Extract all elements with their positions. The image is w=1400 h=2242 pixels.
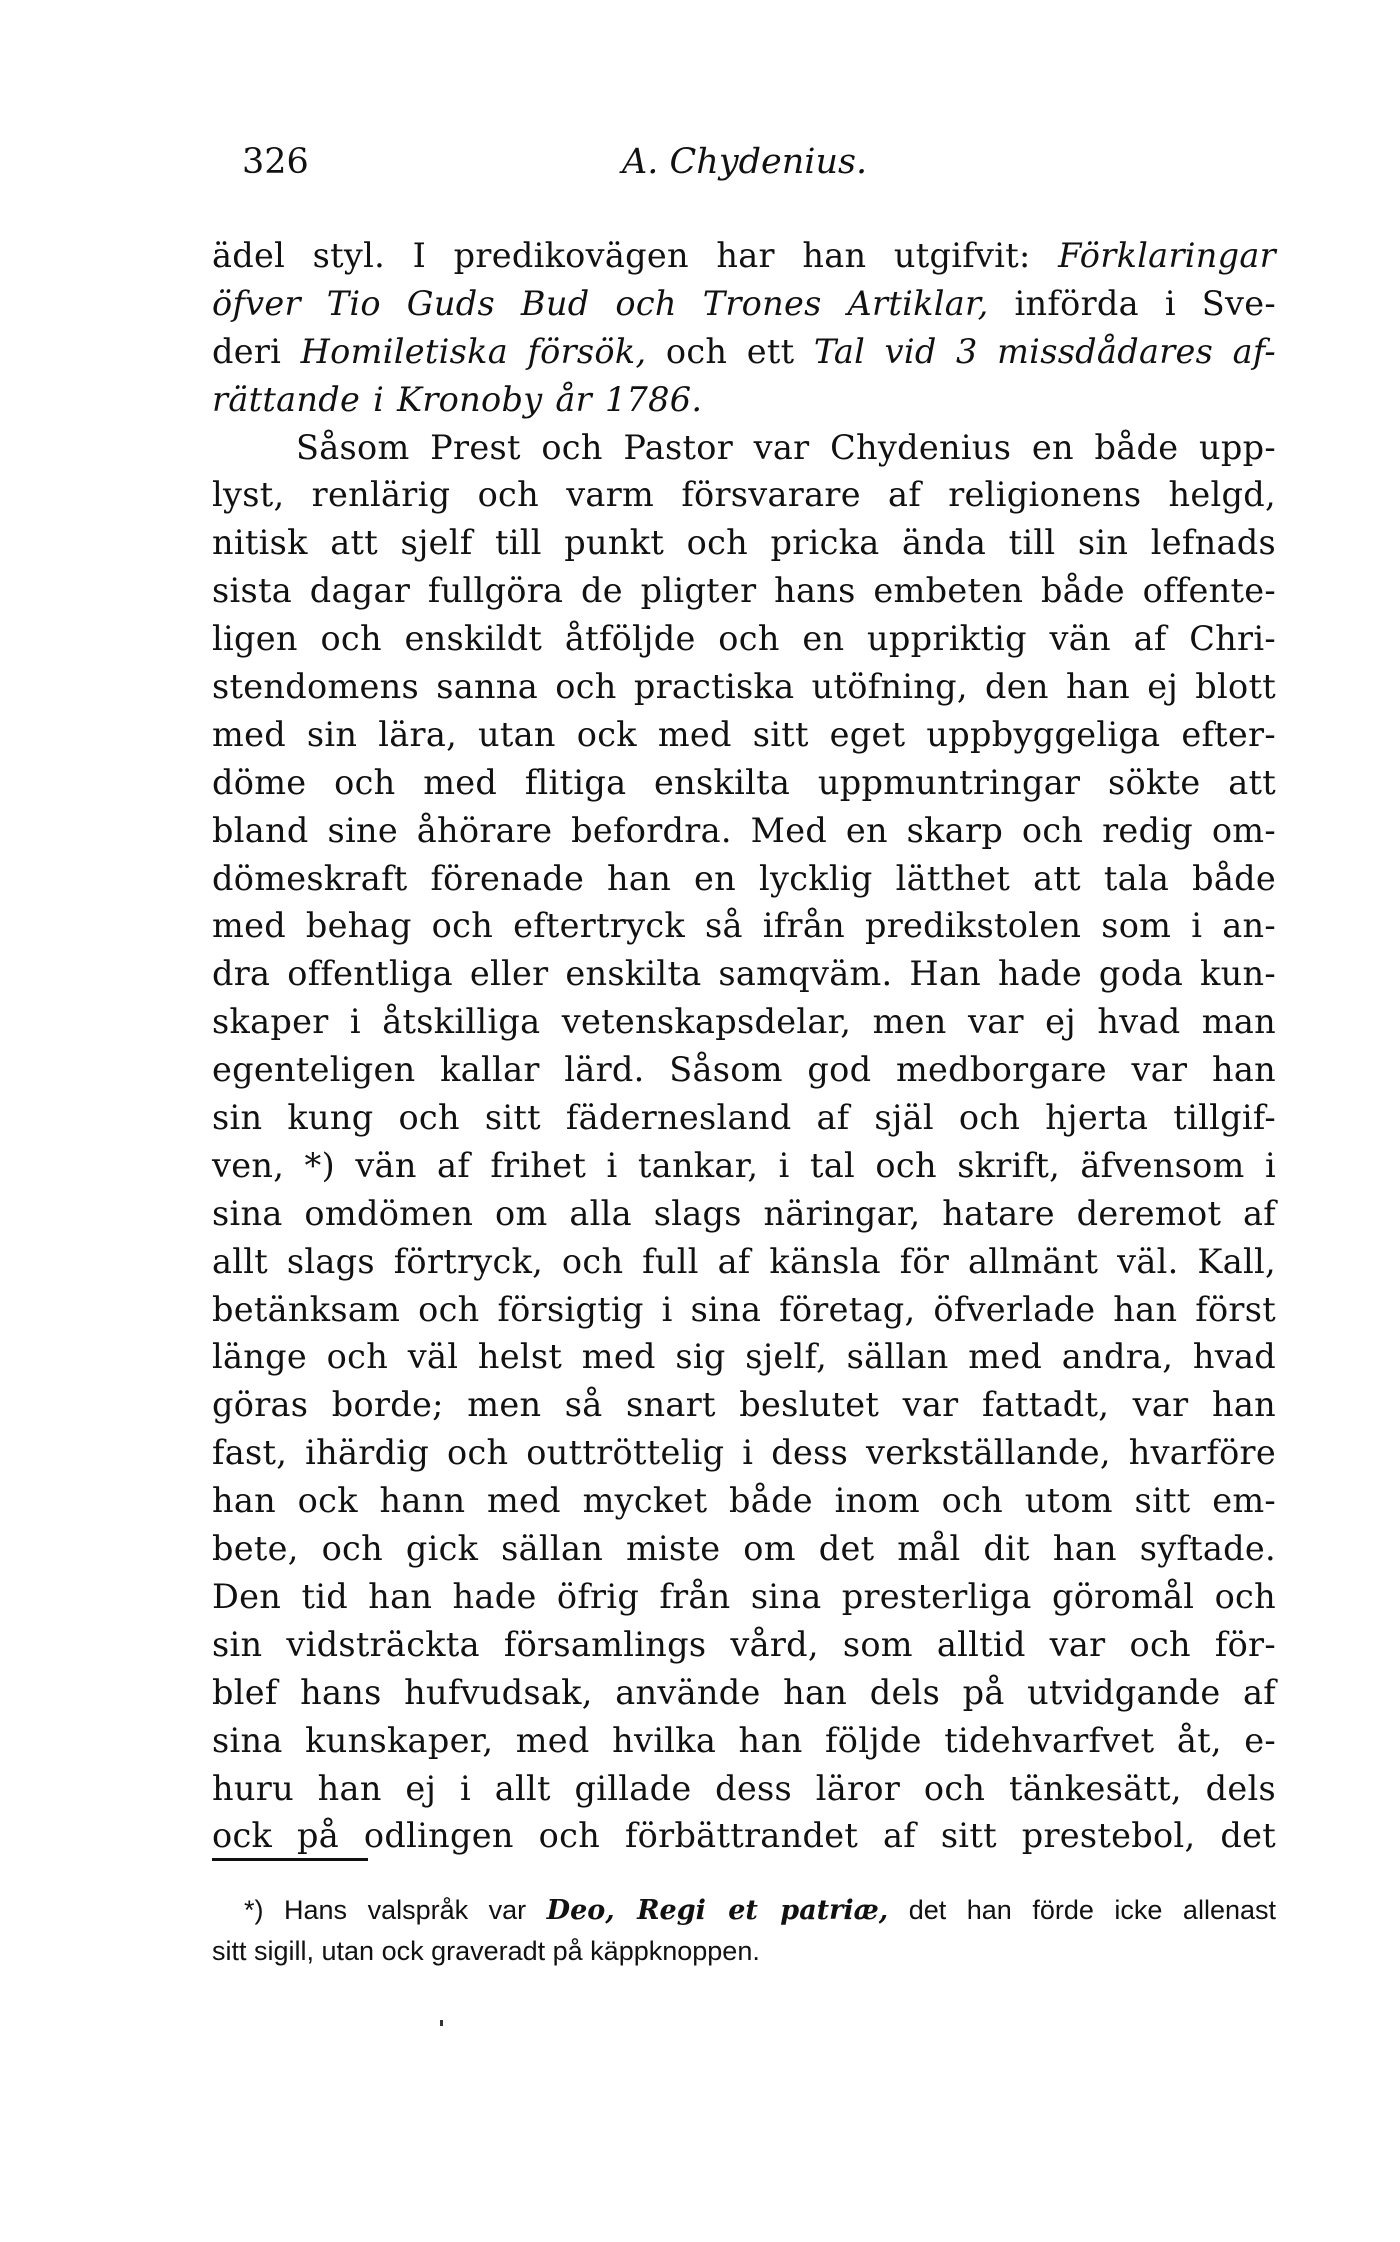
text-line [212,280,1276,328]
text-line [212,1669,1276,1717]
text-run: egenteligen kallar lärd. Såsom god medborgare var han [212,1050,1276,1090]
text-line [212,1190,1276,1238]
text-run: stendomens sanna och practiska utöfning, den han ej blott [212,667,1276,707]
text-line [212,1812,1276,1860]
text-line [212,1717,1276,1765]
text-run: dra offentliga eller enskilta samqväm. Han hade goda kun- [212,954,1276,994]
text-run: bland sine åhörare befordra. Med en skarp och redig om- [212,810,1276,850]
text-run: ädel styl. I predikovägen har han utgifvit: [212,236,1059,275]
text-run: Såsom Prest och Pastor var Chydenius en både upp- [296,427,1276,467]
text-run: ock på odlingen och förbättrandet af sitt prestebol, det [212,1816,1276,1856]
text-run: fast, ihärdig och outtröttelig i dess verkställande, hvarföre [212,1433,1276,1473]
text-run: deri [212,331,301,371]
italic-text: Tal vid 3 missdådares af- [813,331,1276,371]
text-line [212,615,1276,663]
text-run: sin vidsträckta församlings vård, som alltid var och för- [212,1624,1276,1664]
text-run: ligen och enskildt åtföljde och en uppriktig vän af Chri- [212,619,1276,659]
text-line [212,1094,1276,1142]
text-line [212,1286,1276,1334]
text-line [212,1046,1276,1094]
text-line [212,807,1276,855]
text-line [212,663,1276,711]
text-line [212,1525,1276,1573]
text-run: sista dagar fullgöra de pligter hans embeten både offente- [212,571,1276,611]
text-line [212,998,1276,1046]
footnote-line [212,1890,1276,1931]
text-line [212,1573,1276,1621]
footnote [212,1890,1276,1972]
text-line [212,376,1276,424]
footnote-prefix: *) Hans valspråk var [244,1895,547,1925]
running-title: A. Chydenius. [622,142,868,182]
body-text [212,232,1276,1860]
text-run: han ock hann med mycket både inom och utom sitt em- [212,1481,1276,1521]
text-line [212,855,1276,903]
text-line [212,902,1276,950]
text-line [212,471,1276,519]
text-run: betänksam och försigtig i sina företag, öfverlade han först [212,1289,1276,1329]
text-line [212,1765,1276,1813]
book-page [212,0,1276,2242]
text-run: allt slags förtryck, och full af känsla för allmänt väl. Kall, [212,1241,1276,1281]
text-run: sina kunskaper, med hvilka han följde tidehvarfvet åt, e- [212,1720,1276,1760]
text-line [212,567,1276,615]
footnote-suffix: det han förde icke allenast [888,1895,1276,1925]
text-run: göras borde; men så snart beslutet var fattadt, var han [212,1385,1276,1425]
text-run: skaper i åtskilliga vetenskapsdelar, men var ej hvad man [212,1002,1276,1042]
text-run: huru han ej i allt gillade dess läror och tänkesätt, dels [212,1768,1276,1808]
text-line [212,1142,1276,1190]
italic-text: Homiletiska försök, [300,331,647,371]
print-speck [440,2020,443,2026]
text-line [212,1381,1276,1429]
text-run: dömeskraft förenade han en lycklig lätthet att tala både [212,858,1276,898]
italic-text: rättande i Kronoby år 1786. [212,379,703,419]
text-run: med behag och eftertryck så ifrån predikstolen som i an- [212,906,1276,946]
text-run: med sin lära, utan ock med sitt eget uppbyggeliga efter- [212,714,1276,754]
text-run: blef hans hufvudsak, använde han dels på utvidgande af [212,1672,1276,1712]
text-line [212,1477,1276,1525]
text-run: lyst, renlärig och varm försvarare af religionens helgd, [212,475,1276,515]
text-line [212,1238,1276,1286]
text-run: döme och med flitiga enskilta uppmuntringar sökte att [212,762,1276,802]
text-run: och ett [646,331,814,371]
text-line [212,1333,1276,1381]
text-run: sina omdömen om alla slags näringar, hatare deremot af [212,1193,1276,1233]
running-head [212,142,1276,190]
text-line [212,759,1276,807]
text-line [212,424,1276,472]
text-line [212,1429,1276,1477]
footnote-line: sitt sigill, utan ock graveradt på käppknoppen. [212,1936,760,1966]
text-run: bete, och gick sällan miste om det mål dit han syftade. [212,1529,1276,1569]
text-line [212,328,1276,376]
text-run: sin kung och sitt fädernesland af själ och hjerta tillgif- [212,1098,1276,1138]
footnote-motto: Deo, Regi et patriæ, [546,1895,889,1926]
text-line [212,519,1276,567]
footnote-rule [212,1858,368,1861]
text-line [212,232,1276,280]
italic-text: Förklaringar [1058,236,1276,275]
text-run: länge och väl helst med sig sjelf, sällan med andra, hvad [212,1337,1276,1377]
text-run: nitisk att sjelf till punkt och pricka ända till sin lefnads [212,523,1276,563]
page-number: 326 [242,142,309,182]
text-line [212,950,1276,998]
text-run: Den tid han hade öfrig från sina presterliga göromål och [212,1576,1276,1616]
text-line [212,711,1276,759]
text-run: införda i Sve- [988,283,1276,323]
text-line [212,1621,1276,1669]
text-run: ven, *) vän af frihet i tankar, i tal och skrift, äfvensom i [212,1145,1276,1185]
italic-text: öfver Tio Guds Bud och Trones Artiklar, [212,283,989,323]
